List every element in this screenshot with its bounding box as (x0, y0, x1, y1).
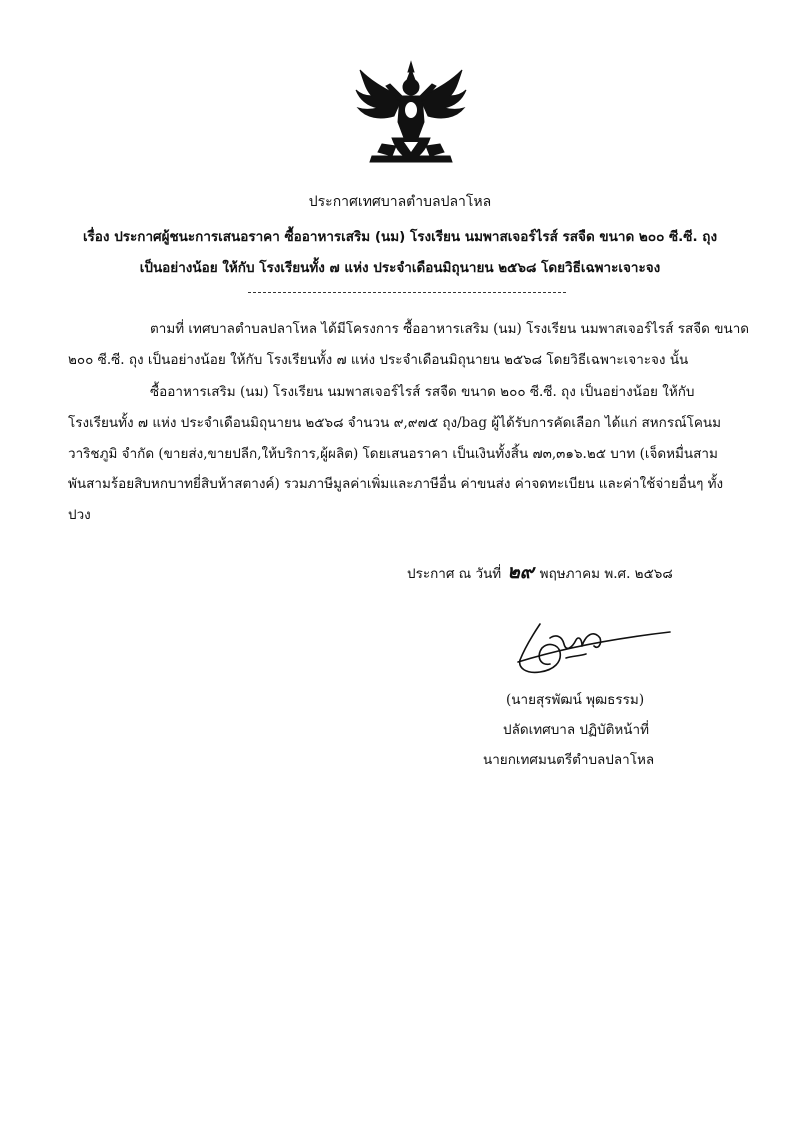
body-line: ตามที่ เทศบาลตำบลปลาโหล ได้มีโครงการ ซื้ออาหารเสริม (นม) โรงเรียน นมพาสเจอร์ไรส์ รสจืด ขนาด (150, 321, 750, 337)
signer-title: นายกเทศมนตรีตำบลปลาโหล (483, 752, 655, 768)
announcement-date (407, 557, 673, 587)
subject-line-2: เป็นอย่างน้อย ให้กับ โรงเรียนทั้ง ๗ แห่ง ประจำเดือนมิถุนายน ๒๕๖๘ โดยวิธีเฉพาะเจาะจง (139, 260, 661, 276)
date-prefix: ประกาศ ณ วันที่ (407, 566, 502, 582)
garuda-emblem-icon (352, 60, 470, 172)
date-day: ๒๙ (507, 561, 534, 583)
signer-position: ปลัดเทศบาล ปฏิบัติหน้าที่ (503, 722, 649, 738)
announcement-title: ประกาศเทศบาลตำบลปลาโหล (308, 194, 492, 210)
body-line: พันสามร้อยสิบหกบาทยี่สิบห้าสตางค์) รวมภาษีมูลค่าเพิ่มและภาษีอื่น ค่าขนส่ง ค่าจดทะเบียน และค่าใช้จ่ายอื่นๆ ทั้ง (68, 476, 724, 492)
divider (248, 292, 566, 293)
body-line: ปวง (68, 507, 91, 523)
body-line: วาริชภูมิ จำกัด (ขายส่ง,ขายปลีก,ให้บริการ,ผู้ผลิต) โดยเสนอราคา เป็นเงินทั้งสิ้น ๗๓,๓๑๖.๒๕ บาท (เจ็ดหมื่นสาม (68, 446, 718, 462)
signature-mark (510, 616, 675, 678)
subject-line-1: เรื่อง ประกาศผู้ชนะการเสนอราคา ซื้ออาหารเสริม (นม) โรงเรียน นมพาสเจอร์ไรส์ รสจืด ขนาด ๒๐๐ ซี.ซี. ถุง (82, 229, 718, 245)
signer-name: (นายสุรพัฒน์ พุฒธรรม) (506, 692, 645, 708)
body-line: ซื้ออาหารเสริม (นม) โรงเรียน นมพาสเจอร์ไรส์ รสจืด ขนาด ๒๐๐ ซี.ซี. ถุง เป็นอย่างน้อย ให้กับ (150, 384, 695, 400)
body-line: โรงเรียนทั้ง ๗ แห่ง ประจำเดือนมิถุนายน ๒๕๖๘ จำนวน ๙,๙๗๕ ถุง/bag ผู้ได้รับการคัดเลือก ได้แก่ สหกรณ์โคนม (68, 415, 722, 431)
date-month-year: พฤษภาคม พ.ศ. ๒๕๖๘ (539, 566, 673, 582)
body-line: ๒๐๐ ซี.ซี. ถุง เป็นอย่างน้อย ให้กับ โรงเรียนทั้ง ๗ แห่ง ประจำเดือนมิถุนายน ๒๕๖๘ โดยวิธีเฉพาะเจาะจง นั้น (68, 352, 689, 368)
